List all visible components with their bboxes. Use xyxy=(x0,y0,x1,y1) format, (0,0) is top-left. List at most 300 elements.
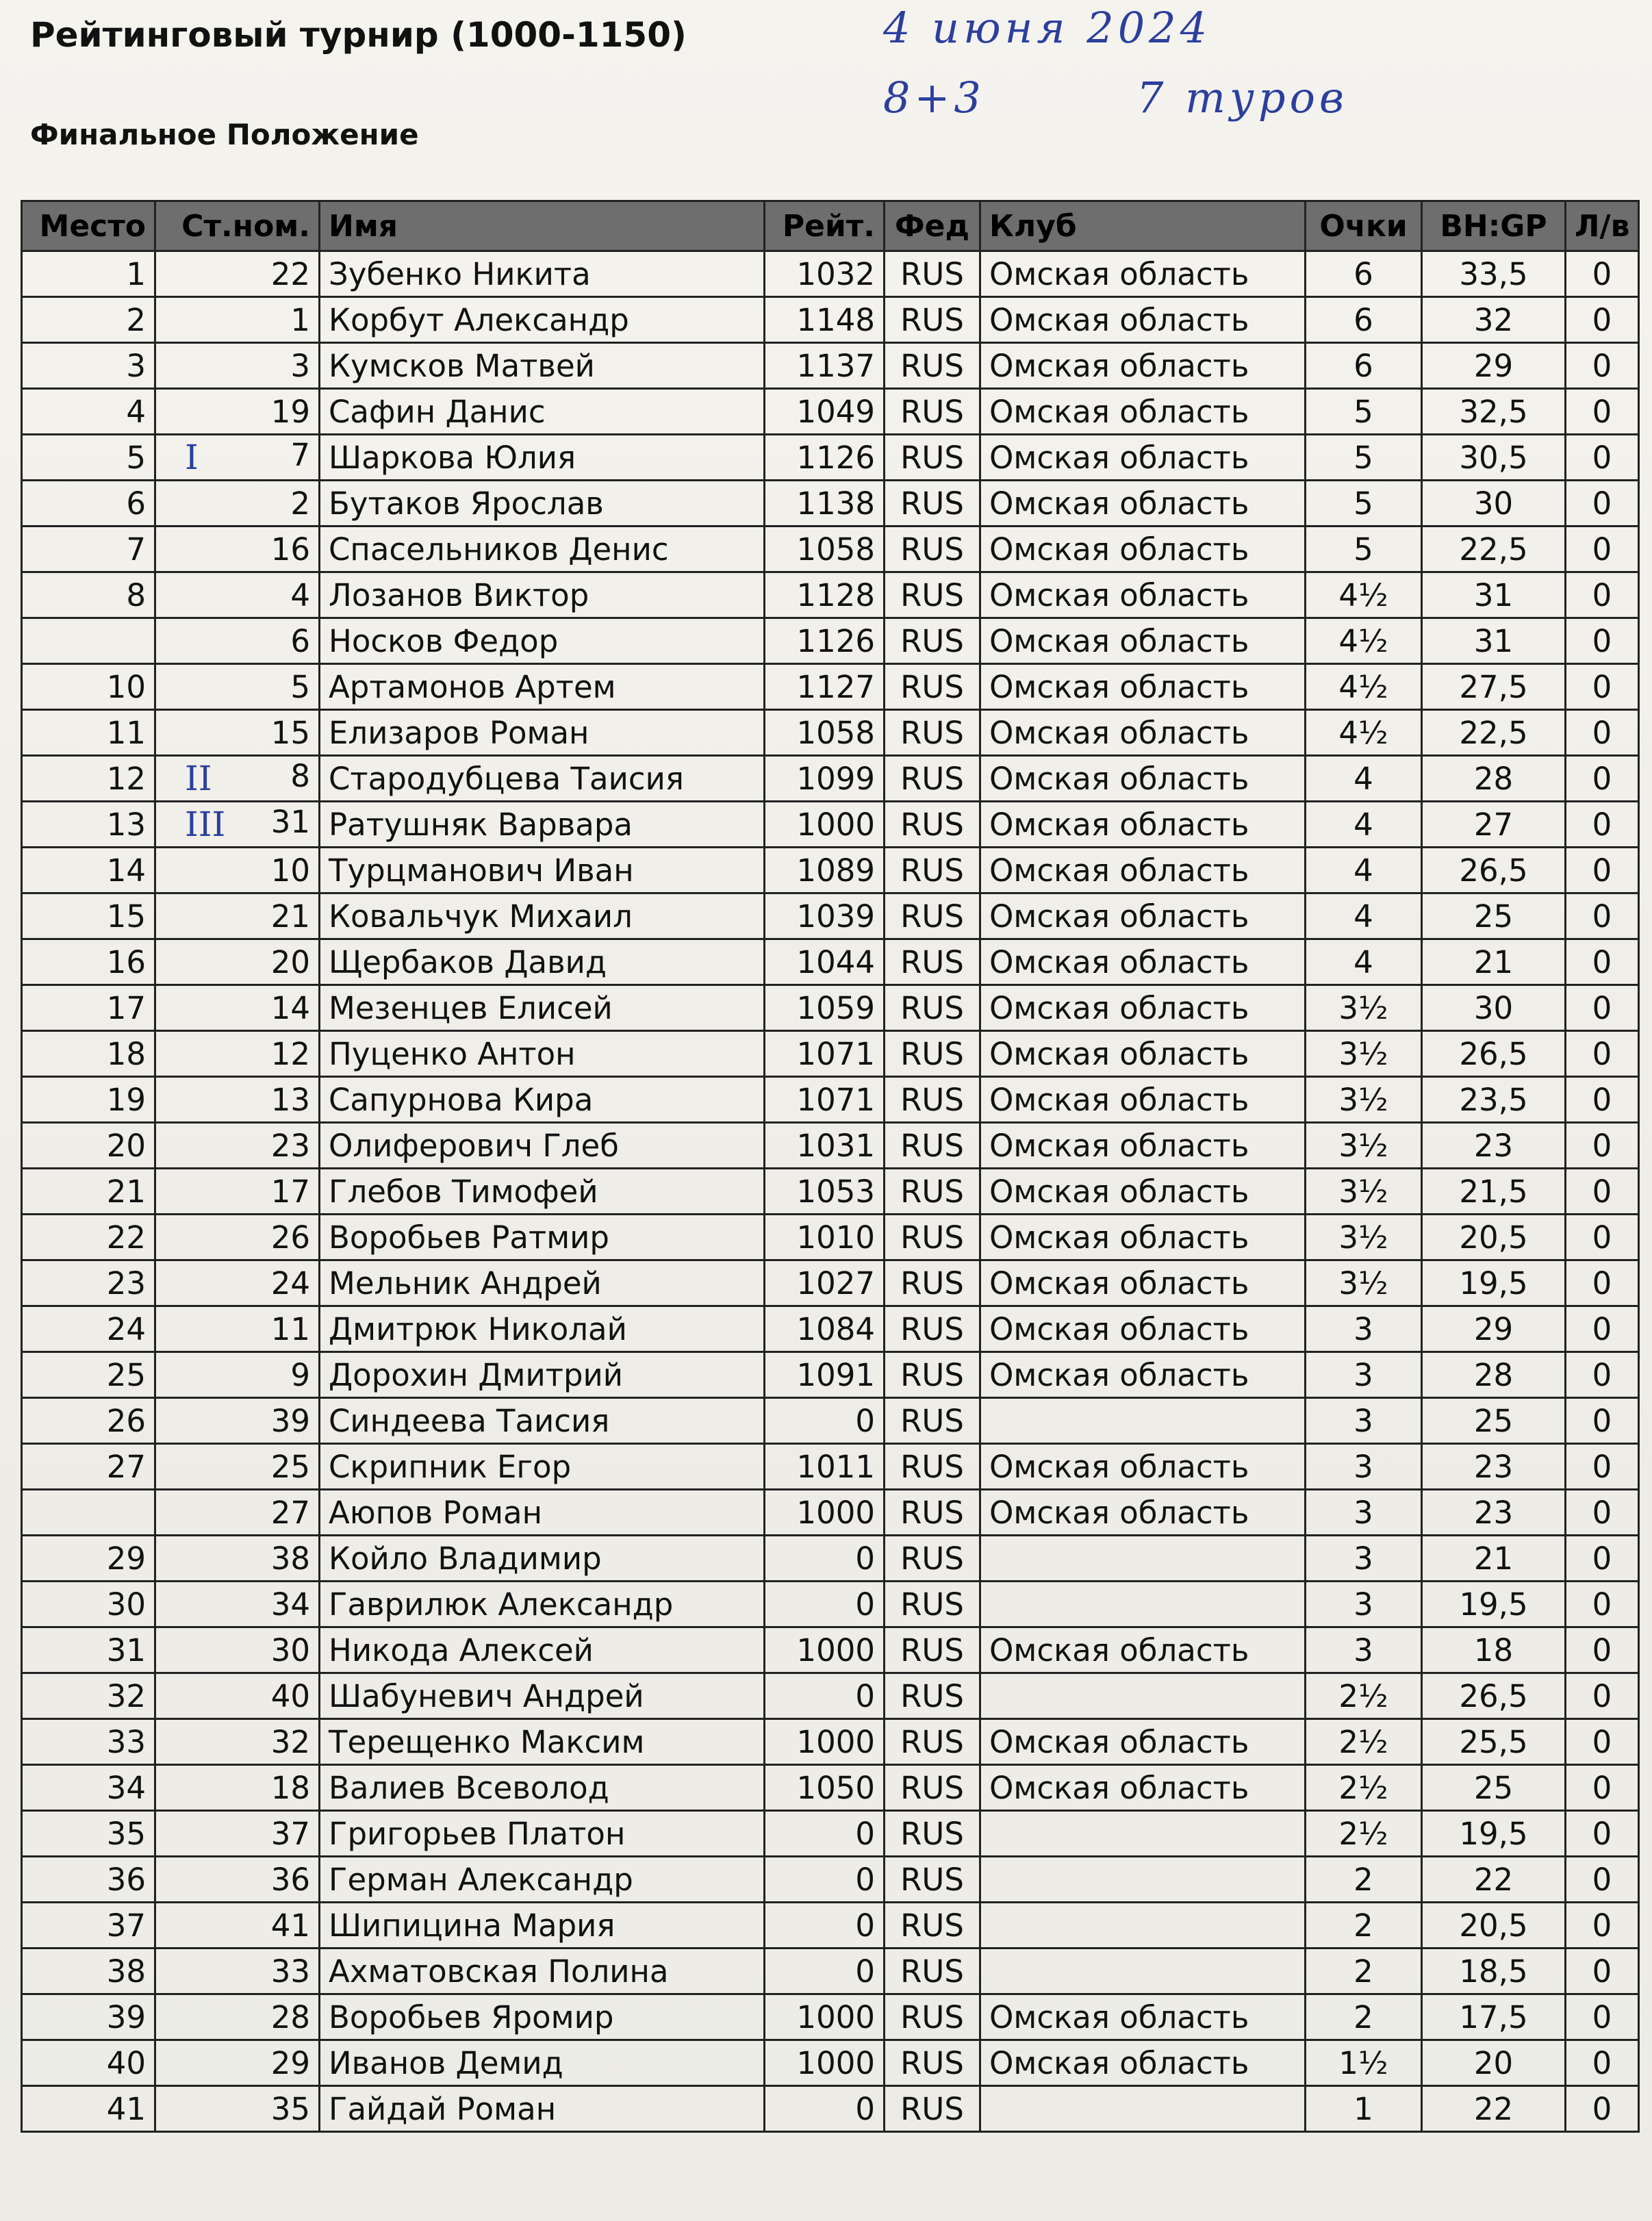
cell-name: Глебов Тимофей xyxy=(320,1169,765,1215)
table-row xyxy=(22,1811,1639,1857)
cell-start-number: 18 xyxy=(155,1765,320,1811)
cell-name: Пуценко Антон xyxy=(320,1031,765,1077)
cell-club: Омская область xyxy=(980,251,1306,297)
column-header-rating: Рейт. xyxy=(765,201,885,251)
cell-federation: RUS xyxy=(885,756,980,802)
cell-rating: 1027 xyxy=(765,1260,885,1306)
cell-federation: RUS xyxy=(885,1719,980,1765)
cell-club: Омская область xyxy=(980,343,1306,389)
cell-name: Воробьев Яромир xyxy=(320,1994,765,2040)
cell-rating: 1099 xyxy=(765,756,885,802)
column-header-tiebreak: BH:GP xyxy=(1422,201,1566,251)
cell-rating: 0 xyxy=(765,2086,885,2132)
cell-tiebreak: 21 xyxy=(1422,939,1566,985)
cell-points: 3½ xyxy=(1306,1260,1422,1306)
cell-place: 7 xyxy=(22,526,155,572)
cell-lw: 0 xyxy=(1566,572,1639,618)
cell-lw: 0 xyxy=(1566,1857,1639,1903)
cell-name: Елизаров Роман xyxy=(320,710,765,756)
cell-club xyxy=(980,2086,1306,2132)
cell-lw: 0 xyxy=(1566,526,1639,572)
column-header-start-number: Ст.ном. xyxy=(155,201,320,251)
cell-start-number: 10 xyxy=(155,848,320,893)
cell-start-number: 21 xyxy=(155,893,320,939)
cell-tiebreak: 26,5 xyxy=(1422,1031,1566,1077)
cell-lw: 0 xyxy=(1566,1536,1639,1582)
table-row xyxy=(22,1123,1639,1169)
cell-federation: RUS xyxy=(885,939,980,985)
cell-rating: 1128 xyxy=(765,572,885,618)
table-row xyxy=(22,1031,1639,1077)
cell-rating: 1044 xyxy=(765,939,885,985)
cell-points: 5 xyxy=(1306,526,1422,572)
cell-club: Омская область xyxy=(980,1260,1306,1306)
cell-place: 21 xyxy=(22,1169,155,1215)
cell-lw: 0 xyxy=(1566,893,1639,939)
cell-name: Сапурнова Кира xyxy=(320,1077,765,1123)
cell-place: 35 xyxy=(22,1811,155,1857)
cell-lw: 0 xyxy=(1566,1306,1639,1352)
cell-start-number: 16 xyxy=(155,526,320,572)
cell-points: 4 xyxy=(1306,893,1422,939)
table-row xyxy=(22,297,1639,343)
cell-lw: 0 xyxy=(1566,618,1639,664)
cell-federation: RUS xyxy=(885,481,980,526)
cell-lw: 0 xyxy=(1566,2040,1639,2086)
cell-federation: RUS xyxy=(885,1398,980,1444)
cell-start-number xyxy=(155,802,320,848)
cell-lw: 0 xyxy=(1566,710,1639,756)
cell-lw: 0 xyxy=(1566,1123,1639,1169)
cell-place: 30 xyxy=(22,1582,155,1627)
cell-tiebreak: 33,5 xyxy=(1422,251,1566,297)
cell-club: Омская область xyxy=(980,572,1306,618)
cell-club xyxy=(980,1811,1306,1857)
cell-club: Омская область xyxy=(980,939,1306,985)
cell-points: 4½ xyxy=(1306,618,1422,664)
cell-points: 3½ xyxy=(1306,1123,1422,1169)
cell-club: Омская область xyxy=(980,1306,1306,1352)
cell-place: 39 xyxy=(22,1994,155,2040)
cell-name: Лозанов Виктор xyxy=(320,572,765,618)
cell-name: Зубенко Никита xyxy=(320,251,765,297)
cell-federation: RUS xyxy=(885,1994,980,2040)
cell-rating: 1071 xyxy=(765,1077,885,1123)
cell-start-number: 40 xyxy=(155,1673,320,1719)
cell-start-number: 30 xyxy=(155,1627,320,1673)
table-row xyxy=(22,1673,1639,1719)
cell-federation: RUS xyxy=(885,1673,980,1719)
cell-name: Олиферович Глеб xyxy=(320,1123,765,1169)
cell-name: Григорьев Платон xyxy=(320,1811,765,1857)
cell-rating: 1137 xyxy=(765,343,885,389)
cell-name: Дорохин Дмитрий xyxy=(320,1352,765,1398)
start-number-value: 7 xyxy=(290,437,310,473)
cell-tiebreak: 29 xyxy=(1422,343,1566,389)
handwritten-date: 4 июня 2024 xyxy=(883,3,1212,53)
cell-name: Корбут Александр xyxy=(320,297,765,343)
table-row xyxy=(22,481,1639,526)
cell-place: 1 xyxy=(22,251,155,297)
cell-federation: RUS xyxy=(885,1857,980,1903)
cell-rating: 0 xyxy=(765,1536,885,1582)
cell-rating: 1091 xyxy=(765,1352,885,1398)
cell-place: 25 xyxy=(22,1352,155,1398)
cell-points: 3 xyxy=(1306,1398,1422,1444)
cell-start-number: 22 xyxy=(155,251,320,297)
cell-club: Омская область xyxy=(980,664,1306,710)
cell-federation: RUS xyxy=(885,1811,980,1857)
cell-start-number: 11 xyxy=(155,1306,320,1352)
cell-club: Омская область xyxy=(980,1031,1306,1077)
cell-points: 3½ xyxy=(1306,1077,1422,1123)
cell-lw: 0 xyxy=(1566,389,1639,435)
cell-start-number: 12 xyxy=(155,1031,320,1077)
cell-points: 2½ xyxy=(1306,1765,1422,1811)
cell-lw: 0 xyxy=(1566,1031,1639,1077)
cell-club: Омская область xyxy=(980,1169,1306,1215)
cell-name: Шипицина Мария xyxy=(320,1903,765,1949)
cell-lw: 0 xyxy=(1566,1994,1639,2040)
cell-start-number: 15 xyxy=(155,710,320,756)
cell-start-number: 33 xyxy=(155,1949,320,1994)
cell-rating: 1071 xyxy=(765,1031,885,1077)
cell-federation: RUS xyxy=(885,1536,980,1582)
cell-name: Кумсков Матвей xyxy=(320,343,765,389)
cell-rating: 1000 xyxy=(765,802,885,848)
cell-place: 17 xyxy=(22,985,155,1031)
cell-tiebreak: 20,5 xyxy=(1422,1903,1566,1949)
cell-points: 3½ xyxy=(1306,1215,1422,1260)
cell-federation: RUS xyxy=(885,802,980,848)
cell-federation: RUS xyxy=(885,1444,980,1490)
cell-federation: RUS xyxy=(885,343,980,389)
table-row xyxy=(22,389,1639,435)
cell-tiebreak: 30,5 xyxy=(1422,435,1566,481)
cell-place: 8 xyxy=(22,572,155,618)
cell-place: 4 xyxy=(22,389,155,435)
cell-start-number: 2 xyxy=(155,481,320,526)
cell-name: Сафин Данис xyxy=(320,389,765,435)
cell-start-number: 24 xyxy=(155,1260,320,1306)
handwritten-prize-mark: II xyxy=(185,759,212,798)
cell-start-number: 26 xyxy=(155,1215,320,1260)
cell-place: 37 xyxy=(22,1903,155,1949)
cell-lw: 0 xyxy=(1566,1215,1639,1260)
cell-points: 4 xyxy=(1306,939,1422,985)
cell-start-number xyxy=(155,756,320,802)
cell-rating: 0 xyxy=(765,1949,885,1994)
cell-tiebreak: 25 xyxy=(1422,893,1566,939)
cell-place: 26 xyxy=(22,1398,155,1444)
cell-name: Валиев Всеволод xyxy=(320,1765,765,1811)
cell-club: Омская область xyxy=(980,1123,1306,1169)
cell-tiebreak: 22 xyxy=(1422,1857,1566,1903)
cell-rating: 1058 xyxy=(765,526,885,572)
cell-lw: 0 xyxy=(1566,848,1639,893)
cell-tiebreak: 25 xyxy=(1422,1398,1566,1444)
cell-federation: RUS xyxy=(885,1260,980,1306)
cell-lw: 0 xyxy=(1566,1811,1639,1857)
cell-name: Стародубцева Таисия xyxy=(320,756,765,802)
cell-start-number: 5 xyxy=(155,664,320,710)
cell-start-number: 37 xyxy=(155,1811,320,1857)
cell-points: 5 xyxy=(1306,435,1422,481)
cell-name: Дмитрюк Николай xyxy=(320,1306,765,1352)
cell-tiebreak: 30 xyxy=(1422,985,1566,1031)
column-header-points: Очки xyxy=(1306,201,1422,251)
cell-place: 3 xyxy=(22,343,155,389)
cell-points: 2½ xyxy=(1306,1719,1422,1765)
cell-lw: 0 xyxy=(1566,1719,1639,1765)
cell-club: Омская область xyxy=(980,1627,1306,1673)
cell-points: 5 xyxy=(1306,389,1422,435)
cell-points: 3½ xyxy=(1306,1169,1422,1215)
cell-federation: RUS xyxy=(885,1352,980,1398)
cell-federation: RUS xyxy=(885,2086,980,2132)
cell-name: Спасельников Денис xyxy=(320,526,765,572)
table-row xyxy=(22,710,1639,756)
cell-points: 3 xyxy=(1306,1582,1422,1627)
cell-name: Гайдай Роман xyxy=(320,2086,765,2132)
cell-rating: 1126 xyxy=(765,435,885,481)
cell-lw: 0 xyxy=(1566,939,1639,985)
column-header-federation: Фед xyxy=(885,201,980,251)
cell-club: Омская область xyxy=(980,710,1306,756)
cell-points: 3 xyxy=(1306,1490,1422,1536)
cell-federation: RUS xyxy=(885,251,980,297)
cell-club xyxy=(980,1398,1306,1444)
cell-federation: RUS xyxy=(885,526,980,572)
cell-place: 27 xyxy=(22,1444,155,1490)
table-header-row xyxy=(22,201,1639,251)
cell-name: Носков Федор xyxy=(320,618,765,664)
cell-place: 14 xyxy=(22,848,155,893)
cell-club: Омская область xyxy=(980,1352,1306,1398)
table-row xyxy=(22,1719,1639,1765)
cell-club: Омская область xyxy=(980,756,1306,802)
cell-tiebreak: 31 xyxy=(1422,572,1566,618)
cell-club: Омская область xyxy=(980,1765,1306,1811)
cell-lw: 0 xyxy=(1566,1398,1639,1444)
cell-rating: 1010 xyxy=(765,1215,885,1260)
cell-tiebreak: 20 xyxy=(1422,2040,1566,2086)
cell-start-number: 27 xyxy=(155,1490,320,1536)
cell-club: Омская область xyxy=(980,389,1306,435)
table-row xyxy=(22,756,1639,802)
cell-start-number: 36 xyxy=(155,1857,320,1903)
cell-tiebreak: 25,5 xyxy=(1422,1719,1566,1765)
cell-rating: 1032 xyxy=(765,251,885,297)
cell-points: 3½ xyxy=(1306,1031,1422,1077)
cell-points: 3 xyxy=(1306,1352,1422,1398)
cell-rating: 1058 xyxy=(765,710,885,756)
cell-name: Шаркова Юлия xyxy=(320,435,765,481)
cell-federation: RUS xyxy=(885,1077,980,1123)
cell-name: Мельник Андрей xyxy=(320,1260,765,1306)
cell-tiebreak: 26,5 xyxy=(1422,848,1566,893)
cell-tiebreak: 30 xyxy=(1422,481,1566,526)
cell-place: 36 xyxy=(22,1857,155,1903)
cell-place: 13 xyxy=(22,802,155,848)
cell-start-number: 29 xyxy=(155,2040,320,2086)
cell-place: 22 xyxy=(22,1215,155,1260)
cell-club: Омская область xyxy=(980,1490,1306,1536)
cell-club xyxy=(980,1949,1306,1994)
cell-rating: 1059 xyxy=(765,985,885,1031)
table-row xyxy=(22,1949,1639,1994)
cell-place xyxy=(22,1490,155,1536)
cell-start-number: 39 xyxy=(155,1398,320,1444)
cell-club: Омская область xyxy=(980,985,1306,1031)
cell-place: 38 xyxy=(22,1949,155,1994)
cell-place: 16 xyxy=(22,939,155,985)
column-header-lw: Л/в xyxy=(1566,201,1639,251)
start-number-value: 31 xyxy=(270,804,310,840)
cell-points: 3 xyxy=(1306,1536,1422,1582)
cell-name: Койло Владимир xyxy=(320,1536,765,1582)
cell-lw: 0 xyxy=(1566,251,1639,297)
cell-club xyxy=(980,1857,1306,1903)
cell-points: 2½ xyxy=(1306,1673,1422,1719)
cell-name: Аюпов Роман xyxy=(320,1490,765,1536)
handwritten-rounds: 7 туров xyxy=(1136,73,1349,123)
cell-federation: RUS xyxy=(885,572,980,618)
cell-club: Омская область xyxy=(980,1444,1306,1490)
cell-name: Скрипник Егор xyxy=(320,1444,765,1490)
table-row xyxy=(22,1903,1639,1949)
cell-lw: 0 xyxy=(1566,2086,1639,2132)
cell-start-number: 28 xyxy=(155,1994,320,2040)
cell-place: 20 xyxy=(22,1123,155,1169)
cell-start-number: 4 xyxy=(155,572,320,618)
cell-lw: 0 xyxy=(1566,297,1639,343)
cell-tiebreak: 27 xyxy=(1422,802,1566,848)
cell-club: Омская область xyxy=(980,526,1306,572)
cell-name: Воробьев Ратмир xyxy=(320,1215,765,1260)
cell-rating: 1050 xyxy=(765,1765,885,1811)
cell-lw: 0 xyxy=(1566,664,1639,710)
cell-federation: RUS xyxy=(885,1215,980,1260)
standings-table xyxy=(21,200,1640,2133)
cell-federation: RUS xyxy=(885,1169,980,1215)
cell-points: 1½ xyxy=(1306,2040,1422,2086)
cell-tiebreak: 25 xyxy=(1422,1765,1566,1811)
cell-lw: 0 xyxy=(1566,756,1639,802)
cell-club: Омская область xyxy=(980,893,1306,939)
cell-federation: RUS xyxy=(885,1490,980,1536)
cell-tiebreak: 18 xyxy=(1422,1627,1566,1673)
cell-start-number: 38 xyxy=(155,1536,320,1582)
cell-tiebreak: 32 xyxy=(1422,297,1566,343)
cell-start-number: 41 xyxy=(155,1903,320,1949)
cell-rating: 1084 xyxy=(765,1306,885,1352)
cell-name: Герман Александр xyxy=(320,1857,765,1903)
cell-club: Омская область xyxy=(980,802,1306,848)
cell-club: Омская область xyxy=(980,1077,1306,1123)
cell-rating: 1148 xyxy=(765,297,885,343)
cell-club: Омская область xyxy=(980,1215,1306,1260)
cell-start-number: 20 xyxy=(155,939,320,985)
page-title: Рейтинговый турнир (1000-1150) xyxy=(30,15,687,55)
cell-rating: 0 xyxy=(765,1582,885,1627)
column-header-name: Имя xyxy=(320,201,765,251)
cell-club xyxy=(980,1536,1306,1582)
cell-points: 4½ xyxy=(1306,664,1422,710)
cell-tiebreak: 19,5 xyxy=(1422,1260,1566,1306)
cell-lw: 0 xyxy=(1566,1077,1639,1123)
cell-tiebreak: 31 xyxy=(1422,618,1566,664)
cell-tiebreak: 20,5 xyxy=(1422,1215,1566,1260)
cell-rating: 1053 xyxy=(765,1169,885,1215)
cell-rating: 1031 xyxy=(765,1123,885,1169)
cell-rating: 0 xyxy=(765,1811,885,1857)
cell-name: Иванов Демид xyxy=(320,2040,765,2086)
handwritten-prize-mark: III xyxy=(185,804,226,844)
cell-start-number: 34 xyxy=(155,1582,320,1627)
cell-points: 3½ xyxy=(1306,985,1422,1031)
cell-name: Ахматовская Полина xyxy=(320,1949,765,1994)
cell-rating: 1000 xyxy=(765,1994,885,2040)
cell-federation: RUS xyxy=(885,1582,980,1627)
cell-rating: 1089 xyxy=(765,848,885,893)
cell-name: Щербаков Давид xyxy=(320,939,765,985)
column-header-club: Клуб xyxy=(980,201,1306,251)
cell-tiebreak: 22,5 xyxy=(1422,710,1566,756)
cell-federation: RUS xyxy=(885,435,980,481)
cell-tiebreak: 29 xyxy=(1422,1306,1566,1352)
cell-rating: 0 xyxy=(765,1398,885,1444)
cell-tiebreak: 23,5 xyxy=(1422,1077,1566,1123)
table-row xyxy=(22,1215,1639,1260)
cell-federation: RUS xyxy=(885,710,980,756)
cell-tiebreak: 26,5 xyxy=(1422,1673,1566,1719)
cell-club: Омская область xyxy=(980,1994,1306,2040)
cell-rating: 0 xyxy=(765,1673,885,1719)
table-row xyxy=(22,1260,1639,1306)
cell-lw: 0 xyxy=(1566,481,1639,526)
cell-start-number: 35 xyxy=(155,2086,320,2132)
cell-name: Терещенко Максим xyxy=(320,1719,765,1765)
table-row xyxy=(22,1994,1639,2040)
cell-federation: RUS xyxy=(885,848,980,893)
cell-start-number: 19 xyxy=(155,389,320,435)
cell-club xyxy=(980,1903,1306,1949)
cell-lw: 0 xyxy=(1566,1352,1639,1398)
table-row xyxy=(22,618,1639,664)
cell-start-number: 9 xyxy=(155,1352,320,1398)
cell-points: 2 xyxy=(1306,1903,1422,1949)
cell-federation: RUS xyxy=(885,893,980,939)
cell-federation: RUS xyxy=(885,664,980,710)
cell-place: 11 xyxy=(22,710,155,756)
cell-name: Гаврилюк Александр xyxy=(320,1582,765,1627)
cell-tiebreak: 22 xyxy=(1422,2086,1566,2132)
table-row xyxy=(22,1169,1639,1215)
cell-rating: 1011 xyxy=(765,1444,885,1490)
cell-tiebreak: 22,5 xyxy=(1422,526,1566,572)
cell-points: 2 xyxy=(1306,1949,1422,1994)
cell-rating: 0 xyxy=(765,1903,885,1949)
cell-place: 5 xyxy=(22,435,155,481)
cell-points: 4 xyxy=(1306,848,1422,893)
table-row xyxy=(22,2040,1639,2086)
cell-points: 6 xyxy=(1306,297,1422,343)
table-row xyxy=(22,2086,1639,2132)
cell-rating: 1138 xyxy=(765,481,885,526)
cell-rating: 1000 xyxy=(765,1627,885,1673)
table-row xyxy=(22,1352,1639,1398)
